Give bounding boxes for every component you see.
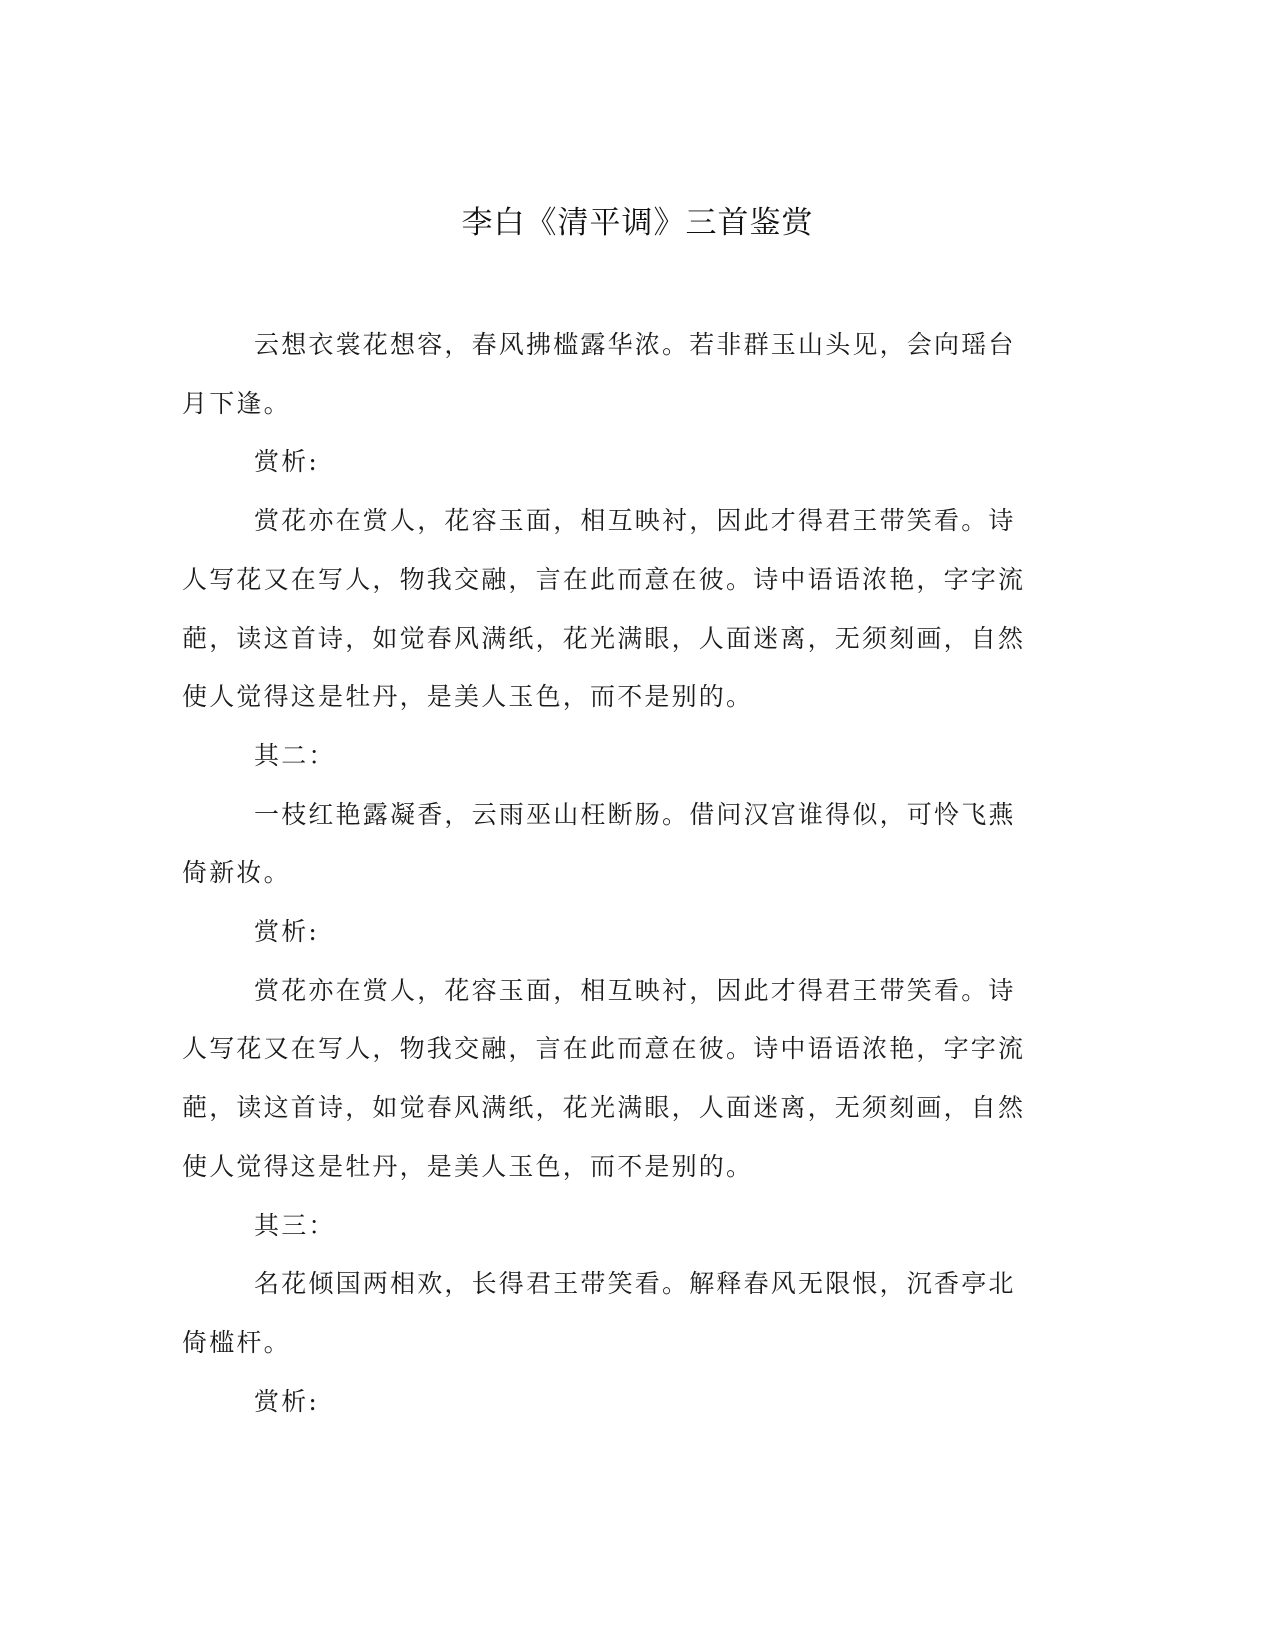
poem-three-text: 名花倾国两相欢，长得君王带笑看。解释春风无限恨，沉香亭北倚槛杆。 [182,1269,1016,1357]
analysis-heading-three: 赏析: [254,1386,320,1416]
analysis-two-text: 赏花亦在赏人，花容玉面，相互映衬，因此才得君王带笑看。诗人写花又在写人，物我交融，言在此而意在彼。诗中语语浓艳，字字流葩，读这首诗，如觉春风满纸，花光满眼，人面迷离，无须刻画，自然使人觉得这是牡丹，是美人玉色，而不是别的。 [182,975,1026,1181]
analysis-one-text: 赏花亦在赏人，花容玉面，相互映衬，因此才得君王带笑看。诗人写花又在写人，物我交融，言在此而意在彼。诗中语语浓艳，字字流葩，读这首诗，如觉春风满纸，花光满眼，人面迷离，无须刻画，自然使人觉得这是牡丹，是美人玉色，而不是别的。 [182,506,1026,712]
analysis-heading-one: 赏析: [254,447,320,477]
document-title: 李白《清平调》三首鉴赏 [461,205,814,241]
poem-one-text: 云想衣裳花想容，春风拂槛露华浓。若非群玉山头见，会向瑶台月下逢。 [182,330,1016,418]
document-body [182,316,1032,1431]
section-heading-two: 其二： [254,740,336,770]
poem-two-text: 一枝红艳露凝香，云雨巫山枉断肠。借问汉宫谁得似，可怜飞燕倚新妆。 [182,799,1016,888]
section-heading-three: 其三： [254,1210,336,1240]
analysis-heading-two: 赏析: [254,917,320,947]
